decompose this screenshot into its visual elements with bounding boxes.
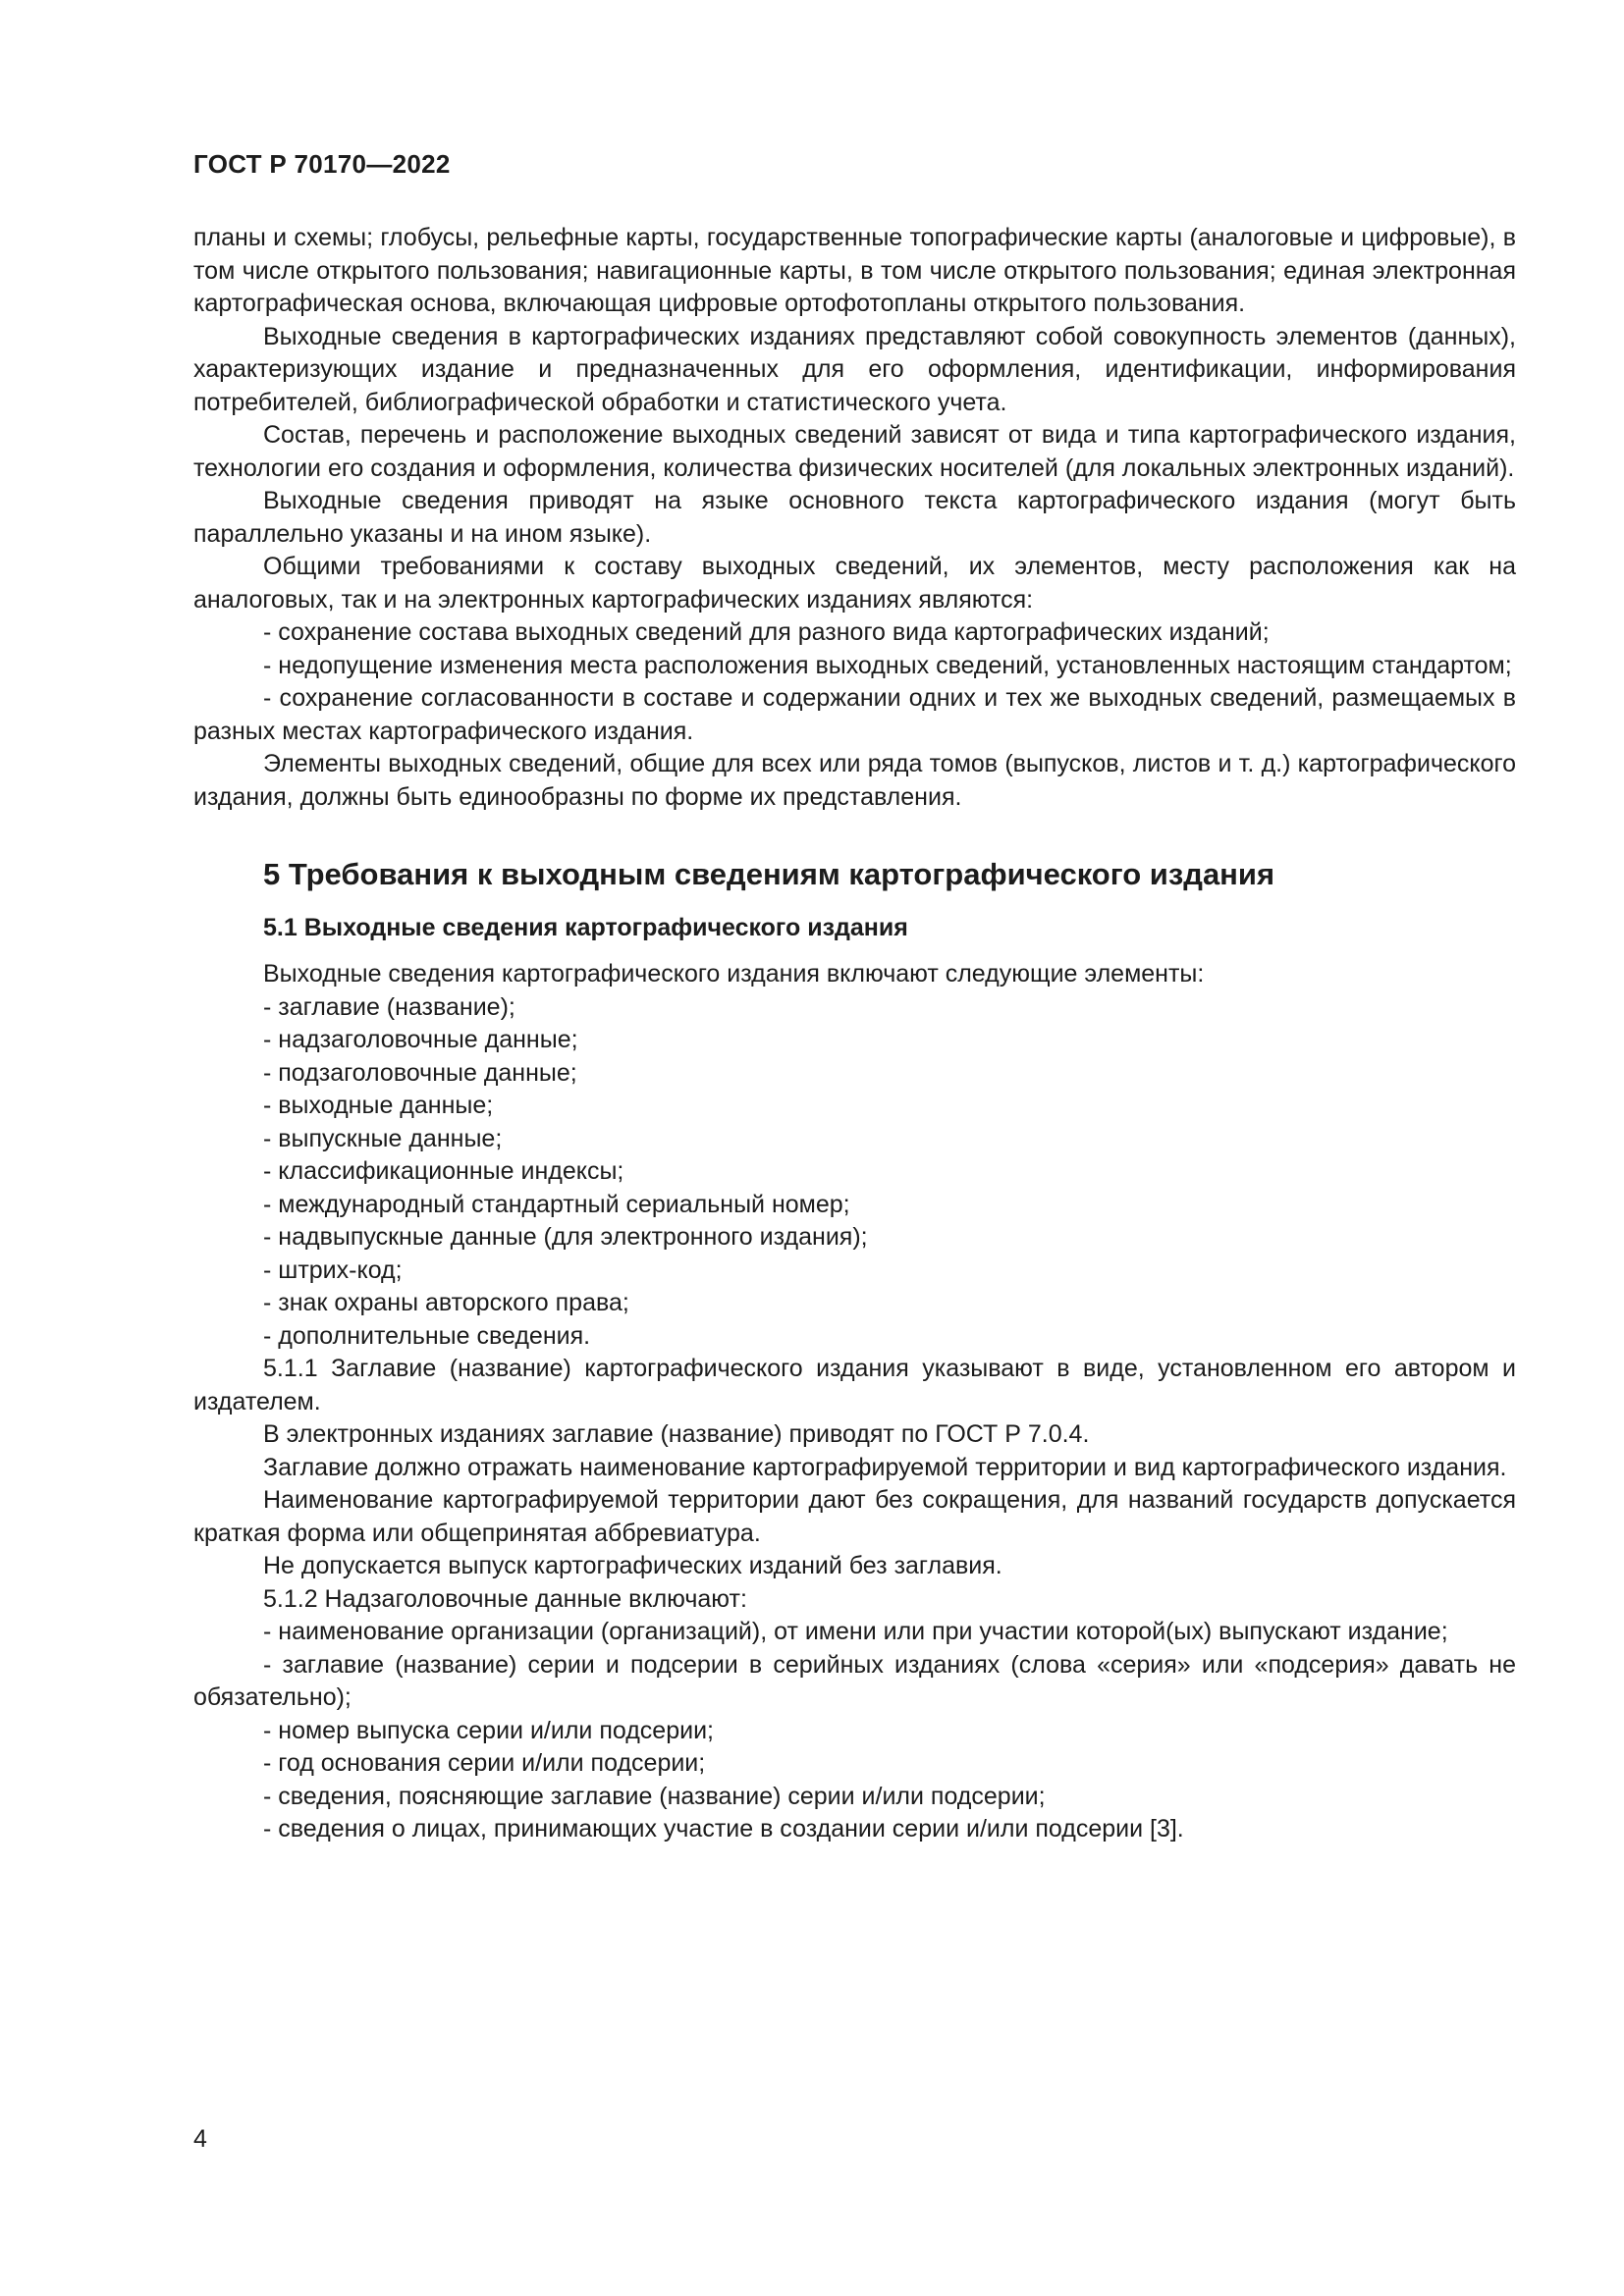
list-item: - штрих-код;	[263, 1255, 403, 1284]
paragraph: В электронных изданиях заглавие (название) приводят по ГОСТ Р 7.0.4.	[263, 1420, 1090, 1448]
document-header-id: ГОСТ Р 70170—2022	[193, 149, 451, 179]
paragraph: Общими требованиями к составу выходных сведений, их элементов, месту расположения как на аналоговых, так и на электронных картографических изданиях являются:	[193, 553, 1516, 614]
paragraph: Выходные сведения в картографических изданиях представляют собой совокупность элементов (данных), характеризующих издание и предназначенных для его оформления, идентификации, информирования потребителей, библиографической обработки и статистического учета.	[193, 322, 1516, 416]
list-item: - недопущение изменения места расположения выходных сведений, установленных настоящим стандартом;	[263, 651, 1512, 679]
list-item: - год основания серии и/или подсерии;	[263, 1749, 706, 1777]
list-item: - классификационные индексы;	[263, 1157, 624, 1185]
list-item: - заглавие (название);	[263, 992, 515, 1021]
subsection-heading: 5.1 Выходные сведения картографического издания	[263, 914, 908, 941]
list-item: - надзаголовочные данные;	[263, 1026, 578, 1053]
list-item: - выходные данные;	[263, 1092, 494, 1119]
list-item: - сохранение согласованности в составе и содержании одних и тех же выходных сведений, размещаемых в разных местах картографического издания.	[193, 684, 1516, 745]
list-item: - сохранение состава выходных сведений для разного вида картографических изданий;	[263, 618, 1270, 646]
list-item: - сведения, поясняющие заглавие (название) серии и/или подсерии;	[263, 1782, 1046, 1810]
list-item: - надвыпускные данные (для электронного издания);	[263, 1223, 868, 1251]
list-item: - номер выпуска серии и/или подсерии;	[263, 1716, 714, 1744]
paragraph: Элементы выходных сведений, общие для всех или ряда томов (выпусков, листов и т. д.) картографического издания, должны быть единообразны по форме их представления.	[193, 750, 1516, 811]
page-content	[193, 222, 1516, 1846]
paragraph: Выходные сведения приводят на языке основного текста картографического издания (могут быть параллельно указаны и на ином языке).	[193, 487, 1516, 548]
section-heading: 5 Требования к выходным сведениям картографического издания	[263, 857, 1275, 891]
paragraph: 5.1.2 Надзаголовочные данные включают:	[263, 1584, 747, 1613]
list-item: - дополнительные сведения.	[263, 1321, 591, 1350]
paragraph: Наименование картографируемой территории дают без сокращения, для названий государств допускается краткая форма или общепринятая аббревиатура.	[193, 1486, 1516, 1547]
list-item: - заглавие (название) серии и подсерии в серийных изданиях (слова «серия» или «подсерия» давать не обязательно);	[193, 1650, 1516, 1711]
paragraph: Заглавие должно отражать наименование картографируемой территории и вид картографического издания.	[263, 1453, 1507, 1481]
list-item: - сведения о лицах, принимающих участие в создании серии и/или подсерии [3].	[263, 1815, 1184, 1842]
list-item: - выпускные данные;	[263, 1124, 503, 1152]
paragraph: планы и схемы; глобусы, рельефные карты, государственные топографические карты (аналоговые и цифровые), в том числе открытого пользования; навигационные карты, в том числе открытого пользования; единая электронная картографическая основа, включающая цифровые ортофотопланы открытого пользования.	[193, 224, 1516, 317]
paragraph: Не допускается выпуск картографических изданий без заглавия.	[263, 1552, 1002, 1579]
list-item: - международный стандартный сериальный номер;	[263, 1190, 850, 1218]
paragraph: 5.1.1 Заглавие (название) картографического издания указывают в виде, установленном его автором и издателем.	[193, 1355, 1516, 1415]
list-item: - знак охраны авторского права;	[263, 1289, 629, 1316]
list-item: - подзаголовочные данные;	[263, 1058, 577, 1087]
paragraph: Состав, перечень и расположение выходных сведений зависят от вида и типа картографического издания, технологии его создания и оформления, количества физических носителей (для локальных электронных изданий).	[193, 421, 1516, 482]
paragraph: Выходные сведения картографического издания включают следующие элементы:	[263, 960, 1205, 988]
list-item: - наименование организации (организаций), от имени или при участии которой(ых) выпускают издание;	[263, 1618, 1448, 1645]
page-number: 4	[193, 2125, 207, 2153]
